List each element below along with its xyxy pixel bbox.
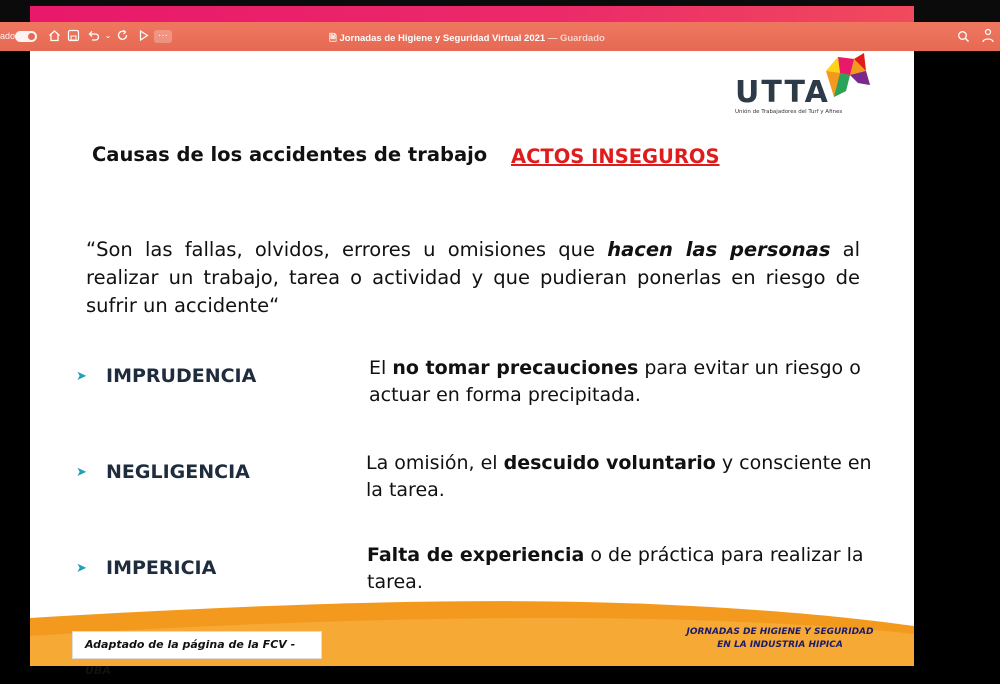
footer-line-1: JORNADAS DE HIGIENE Y SEGURIDAD — [686, 627, 874, 637]
quote-text-start: “Son las fallas, olvidos, errores u omisiones que — [86, 238, 608, 261]
term-label: IMPERICIA — [106, 557, 217, 579]
definition-imprudencia — [369, 355, 889, 409]
search-icon[interactable] — [956, 30, 970, 44]
definition-bold: descuido voluntario — [503, 452, 716, 474]
presentation-slide — [30, 51, 914, 677]
magenta-band — [30, 6, 914, 22]
event-footer — [670, 626, 890, 652]
term-imprudencia — [76, 365, 256, 387]
utta-wordmark: UTTA — [735, 75, 830, 110]
top-strip — [0, 0, 1000, 22]
window-margin-right — [914, 51, 1000, 666]
title-bar — [0, 22, 1000, 51]
definition-text: El — [369, 357, 393, 379]
term-label: NEGLIGENCIA — [106, 461, 250, 483]
slide-heading-highlight: ACTOS INSEGUROS — [511, 145, 720, 168]
more-options-icon[interactable]: ··· — [154, 30, 172, 43]
saved-status: — Guardado — [547, 33, 605, 44]
bullet-arrow-icon: ➤ — [76, 369, 87, 384]
share-icon[interactable] — [981, 28, 995, 42]
definition-impericia — [367, 542, 887, 596]
slide-heading: Causas de los accidentes de trabajo — [92, 143, 488, 166]
autosave-label: ado — [0, 31, 16, 41]
window-margin-left — [0, 51, 30, 666]
definition-bold: Falta de experiencia — [367, 544, 585, 566]
definition-bold: no tomar precauciones — [392, 357, 639, 379]
definition-text: La omisión, el — [366, 452, 504, 474]
definition-text: y consciente en la tarea. — [366, 452, 872, 501]
bullet-arrow-icon: ➤ — [76, 561, 87, 576]
quote-emphasis: hacen las personas — [607, 238, 831, 261]
document-icon: 🗎 — [329, 33, 340, 44]
utta-subtitle: Unión de Trabajadores del Turf y Afines — [735, 109, 843, 115]
document-title-text: Jornadas de Higiene y Seguridad Virtual 2021 — [339, 33, 546, 44]
definition-negligencia — [366, 450, 876, 504]
definition-quote — [86, 236, 860, 320]
term-label: IMPRUDENCIA — [106, 365, 257, 387]
footer-line-2: EN LA INDUSTRIA HIPICA — [717, 640, 843, 650]
source-credit: Adaptado de la página de la FCV - UBA — [72, 631, 322, 659]
term-impericia — [76, 557, 216, 579]
bullet-arrow-icon: ➤ — [76, 465, 87, 480]
document-title — [0, 31, 934, 47]
definition-text: para evitar un riesgo o actuar en forma precipitada. — [369, 357, 861, 406]
quote-text-end: al realizar un trabajo, tarea o actividad y que pudieran ponerlas en riesgo de sufrir un accidente“ — [86, 238, 861, 317]
definition-text: o de práctica para realizar la tarea. — [367, 544, 864, 593]
chevron-down-icon[interactable]: ⌄ — [104, 31, 112, 40]
term-negligencia — [76, 461, 250, 483]
